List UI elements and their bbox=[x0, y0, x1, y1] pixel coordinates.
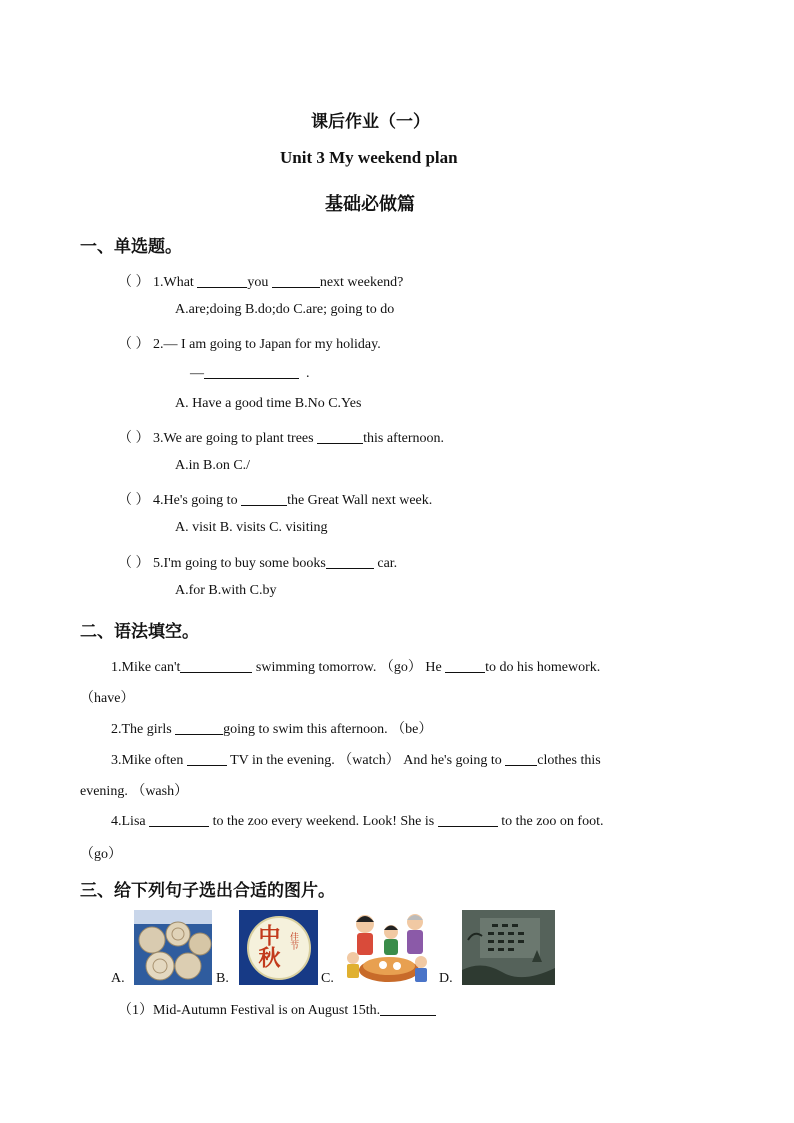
answer-blank[interactable] bbox=[149, 812, 209, 827]
answer-paren[interactable]: （ ） bbox=[118, 431, 150, 446]
question-5: （ ） 5.I'm going to buy some books car. bbox=[118, 556, 398, 571]
answer-blank[interactable] bbox=[505, 751, 537, 766]
answer-blank[interactable] bbox=[180, 658, 252, 673]
question-2: （ ） 2.— I am going to Japan for my holiday. bbox=[118, 337, 381, 352]
festival-characters: 中秋 bbox=[255, 924, 281, 968]
section-3-heading: 三、给下列句子选出合适的图片。 bbox=[80, 881, 335, 900]
family-dinner-image bbox=[343, 908, 434, 988]
question-1-options: A.are;doing B.do;do C.are; going to do bbox=[175, 302, 395, 317]
picture-label-d: D. bbox=[439, 971, 453, 986]
answer-paren[interactable]: （ ） bbox=[118, 556, 150, 571]
grammar-item-3-hint: evening. （wash） bbox=[80, 784, 189, 799]
picture-b-festival-poster[interactable] bbox=[239, 910, 318, 985]
answer-blank[interactable] bbox=[197, 273, 247, 288]
grammar-item-1: 1.Mike can't swimming tomorrow. （go） He to do his homework. bbox=[111, 660, 601, 675]
answer-blank[interactable] bbox=[438, 812, 498, 827]
picture-c-family-dinner[interactable] bbox=[343, 908, 434, 988]
question-5-options: A.for B.with C.by bbox=[175, 583, 277, 598]
answer-blank[interactable] bbox=[175, 720, 223, 735]
question-4-options: A. visit B. visits C. visiting bbox=[175, 520, 328, 535]
answer-blank[interactable] bbox=[317, 429, 363, 444]
grammar-item-4-hint: （go） bbox=[80, 847, 122, 862]
matching-sentence-1: （1）Mid-Autumn Festival is on August 15th. bbox=[118, 999, 436, 1019]
unit-title: Unit 3 My weekend plan bbox=[280, 148, 458, 167]
answer-blank[interactable] bbox=[241, 491, 287, 506]
picture-label-c: C. bbox=[321, 971, 334, 986]
answer-paren[interactable]: （ ） bbox=[118, 337, 150, 352]
grammar-item-2: 2.The girls going to swim this afternoon. （be） bbox=[111, 722, 433, 737]
picture-label-b: B. bbox=[216, 971, 229, 986]
grammar-item-4: 4.Lisa to the zoo every weekend. Look! She is to the zoo on foot. bbox=[111, 814, 604, 829]
question-1: （ ） 1.What you next weekend? bbox=[118, 275, 404, 290]
question-2-answer-line: — . bbox=[190, 366, 310, 381]
question-4: （ ） 4.He's going to the Great Wall next week. bbox=[118, 493, 433, 508]
section-1-heading: 一、单选题。 bbox=[80, 237, 182, 256]
picture-label-a: A. bbox=[111, 971, 125, 986]
worksheet-title: 课后作业（一） bbox=[311, 112, 430, 131]
answer-paren[interactable]: （ ） bbox=[118, 275, 150, 290]
answer-blank[interactable] bbox=[380, 1001, 436, 1016]
mooncakes-image bbox=[134, 910, 212, 985]
question-3-options: A.in B.on C./ bbox=[175, 458, 251, 473]
picture-d-ink-painting[interactable] bbox=[462, 910, 555, 985]
question-2-options: A. Have a good time B.No C.Yes bbox=[175, 396, 362, 411]
answer-blank[interactable] bbox=[187, 751, 227, 766]
picture-a-mooncakes[interactable] bbox=[134, 910, 212, 985]
answer-blank[interactable] bbox=[204, 364, 299, 379]
worksheet-subtitle: 基础必做篇 bbox=[325, 194, 415, 214]
festival-small-characters: 佳节 bbox=[288, 932, 298, 950]
answer-blank[interactable] bbox=[326, 554, 374, 569]
answer-paren[interactable]: （ ） bbox=[118, 493, 150, 508]
grammar-item-1-hint: （have） bbox=[80, 691, 135, 706]
answer-blank[interactable] bbox=[272, 273, 320, 288]
question-3: （ ） 3.We are going to plant trees this afternoon. bbox=[118, 431, 444, 446]
grammar-item-3: 3.Mike often TV in the evening. （watch） And he's going to clothes this bbox=[111, 753, 601, 768]
answer-blank[interactable] bbox=[445, 658, 485, 673]
ink-painting-image bbox=[462, 910, 555, 985]
section-2-heading: 二、语法填空。 bbox=[80, 622, 199, 641]
